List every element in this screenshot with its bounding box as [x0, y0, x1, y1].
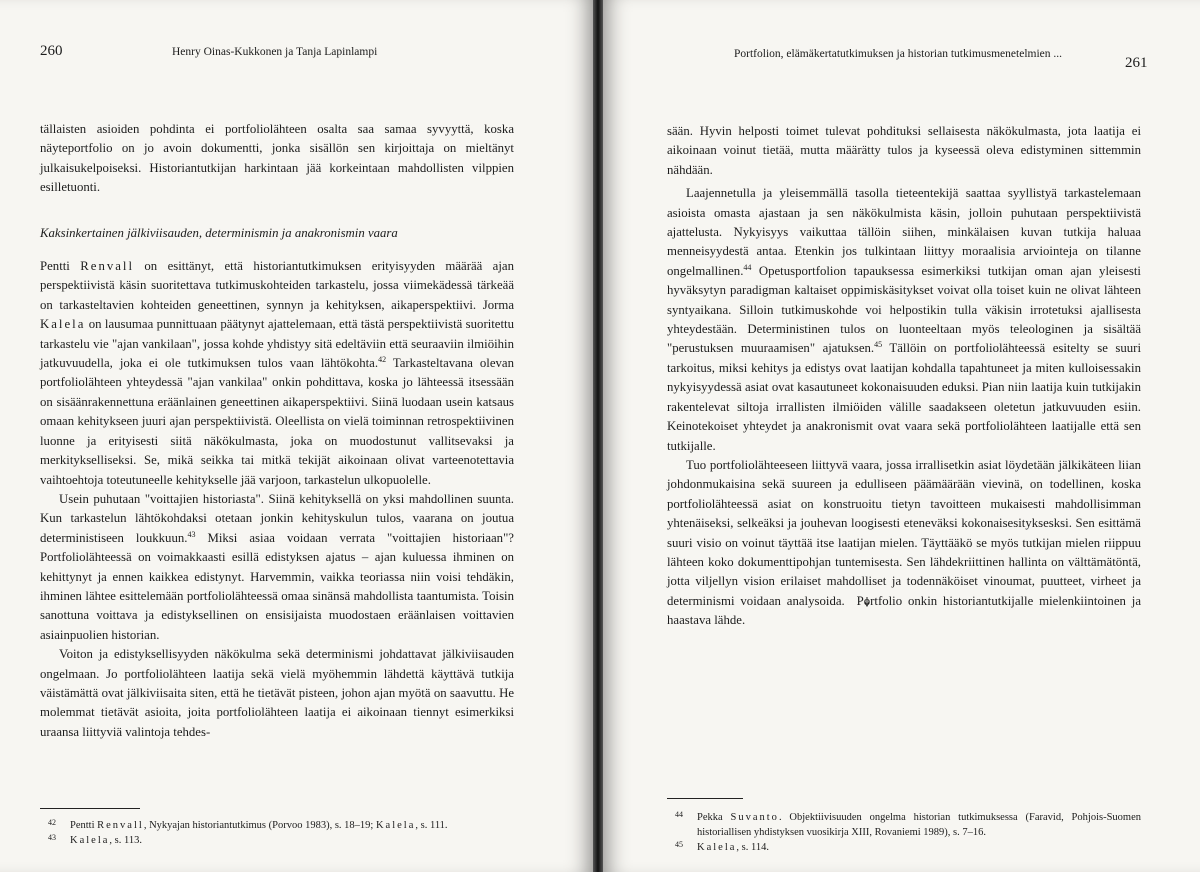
footnote: 45 Kalela, s. 114.	[675, 840, 769, 853]
paragraph: Tuo portfoliolähteeseen liittyvä vaara, jossa irrallisetkin asiat löydetään jälkikäteen liian johdonmukaisina sekä suureen ja edulliseen päämäärään vievinä, on todellinen, koska portfoliolähteessä asiat on konstruoitu tietyn tavoitteen mukaisesti mahdollisimman yhtenäiseksi, selkeäksi ja jouhevan loogisesti eteneväksi kokonaisesityksesksi. Sen esittämä suuri visio on voinut täyttää itse laatijan mielen. Täyttääkö se myös tutkijan mielen riippuu lähteen koko dokumenttipohjan tuntemisesta. Sen lähdekriittinen hallinta on välttämätöntä, jotta viljellyn vision erilaiset mahdolliset ja todennäköiset vinoumat, puutteet, virheet ja determinismi voidaan analysoida. Portfolio onkin historiantutkijalle mielenkiintoinen ja haastava lähde.	[667, 457, 1142, 628]
footnotes-right	[667, 810, 1141, 855]
right-text-column	[667, 122, 1141, 631]
paragraph: Laajennetulla ja yleisemmällä tasolla tieteentekijä saattaa syyllistyä tarkastelemaan asioista omasta ajastaan ja sen näkökulmista käsin, jolloin puhutaan perspektiivistä ajattelusta. Nykyisyys vaikuttaa tällöin siihen, minkälaisen kuvan tutkija haluaa menneisyydestä antaa. Etenkin jos tulkintaan liittyy moraalisia arviointeja on tilanne ongelmallinen.$^{44}$ Opetusportfolion tapauksessa esimerkiksi tutkijan oman ajan yleisesti hyväksytyn paradigman kaltaiset oppimiskäsitykset voivat olla toiset kuin ne olivat lähteen syntyaikana. Silloin tutkimuskohde voi helpostikin tulla väkisin irrotetuksi ajallisesta yhteydestään. Deterministinen tulos on luonteeltaan myös teleologinen ja sisältää "perustuksen muuraamisen" ajatuksen.$^{45}$ Tällöin on portfoliolähteessä esitelty se suuri tarkoitus, miksi kehitys ja edistys ovat laatijan kohdalla tapahtuneet ja miten kulloisessakin nykyisyydessä asiat ovat kasautuneet kokonaisuuden eduksi. Pian niin laatija kuin tutkijakin rakentelevat siltoja irrallisten ilmiöiden välille saadakseen oletetun jatkuvuuden esiin. Keinotekoiset yhteydet ja anakronismit ovat vaara sekä portfoliolähteen laatijalle että sen tutkijalle.	[667, 186, 1141, 453]
section-heading: Kaksinkertainen jälkiviisauden, determinismin ja anakronismin vaara	[40, 225, 398, 240]
footnote-ref[interactable]: 45	[874, 340, 883, 350]
footnote: 43 Kalela, s. 113.	[48, 833, 142, 846]
left-text-column	[40, 120, 514, 742]
author-name: Kalela	[40, 317, 86, 332]
paragraph: tällaisten asioiden pohdinta ei portfoliolähteen osalta saa samaa syvyyttä, koska näyteportfolio on jo avoin dokumentti, jonka sisällön sen kirjoittaja on mieltänyt julkaisukelpoiseksi. Historiantutkijan harkintaan jää korkeintaan mahdollisten vilppien esilletuonti.	[40, 122, 514, 195]
page-number-left: 260	[40, 43, 63, 59]
page-number-right: 261	[1125, 55, 1148, 71]
footnote-rule	[667, 798, 743, 799]
book-gutter	[593, 0, 603, 872]
footnote-ref[interactable]: 44	[743, 262, 752, 272]
left-page	[0, 0, 593, 872]
right-page	[603, 0, 1200, 872]
paragraph: sään. Hyvin helposti toimet tulevat pohdituksi sellaisesta näkökulmasta, jota laatija ei aikoinaan voinut tietää, mutta määrätty tulos ja kyseessä oleva edistyminen sittemmin nähdään.	[667, 124, 1141, 177]
paragraph: Usein puhutaan "voittajien historiasta". Siinä kehityksellä on yksi mahdollinen suunta. Kun tarkastelun lähtökohdaksi otetaan jonkin kehityskulun tulos, vaarana on joutua deterministiseen loukkuun.$^{43}$ Miksi asiaa voidaan verrata "voittajien historiaan"? Portfoliolähteessä on voimakkaasti esillä edistyksen ajatus – ajan kuluessa ihminen on kehittynyt ja ennen kaikkea edistynyt. Harvemmin, vaikka teoriassa niin voisi tehdäkin, ihminen lähtee esittelemään portfoliolähteessä omaa sinänsä mahdollista taantumista. Toisin sanottuna voittava ja edistyksellinen on ensisijaista muodostaen eräänlaisen voittavien asiainpuolien historian.	[40, 491, 514, 642]
paragraph: Pentti Renvall on esittänyt, että historiantutkimuksen erityisyyden määrää ajan perspektiivistä käsin suoritettava tutkimuskohteiden tarkastelu, jossa viimekädessä tärkeää on tarkasteltavien kohteiden geneettinen, synnyn ja kehityksen, aikaperspektiivi. Jorma Kalela on lausumaa punnittuaan päätynyt ajattelemaan, että tästä perspektiivistä suoritettu tarkastelu vie "ajan vankilaan", jossa kohde yhdistyy sitä edeltäviin että seuraaviin ilmiöihin jatkuvuudella, joka ei ole tutkimuksen tulos vaan lähtökohta.$^{42}$ Tarkasteltavana olevan portfoliolähteen yhteydessä "ajan vankilaa" onkin pohdittava, koska jo lähteessä itsessään on sisäänrakennettuna eräänlainen geneettinen aikaperspektiivi. Siinä luodaan usein katsaus omaan kehitykseen juuri ajan perspektiivistä. Oleellista on vielä toiminnan retrospektiivinen luonne ja erityisesti siitä näkökulmasta, joka on muodostunut vallitsevaksi ja merkitykselliseksi. Se, mikä seikka tai mitkä tekijät aikoinaan olivat varteenotettavia vaihtoehtoja toteutuneelle kehitykselle jää varjoon, tarkastelun ulkopuolelle.	[40, 259, 514, 487]
footnote: 44 Pekka Suvanto. Objektiivisuuden ongelma historian tutkimuksessa (Faravid, Pohjois-Suomen historiallisen yhdistyksen vuosikirja XIII, Rovaniemi 1989), s. 7–16.	[675, 810, 1141, 838]
footnote-rule	[40, 808, 140, 809]
running-head-right: Portfolion, elämäkertatutkimuksen ja historian tutkimusmenetelmien ...	[734, 48, 1063, 60]
footnote: 42 Pentti Renvall, Nykyajan historiantutkimus (Porvoo 1983), s. 18–19; Kalela, s. 111.	[48, 818, 448, 831]
footnote-ref[interactable]: 42	[378, 355, 387, 365]
running-head-left: Henry Oinas-Kukkonen ja Tanja Lapinlampi	[172, 46, 378, 58]
paragraph: Voiton ja edistyksellisyyden näkökulma sekä determinismi johdattavat jälkiviisauden ongelmaan. Jo portfoliolähteen laatija sekä vielä myöhemmin lähdettä käyttävä tutkija väistämättä ovat jälkiviisaita siten, että he tietävät pisteen, johon ajan myötä on saavuttu. He molemmat tietävät asioita, joita portfoliolähteen laatija ei aikoinaan tiennyt esimerkiksi uraansa liittyviä valintoja tehdes-	[40, 647, 514, 739]
footnotes-left	[40, 818, 514, 848]
footnote-ref[interactable]: 43	[187, 529, 196, 539]
author-name: Renvall	[80, 259, 135, 274]
